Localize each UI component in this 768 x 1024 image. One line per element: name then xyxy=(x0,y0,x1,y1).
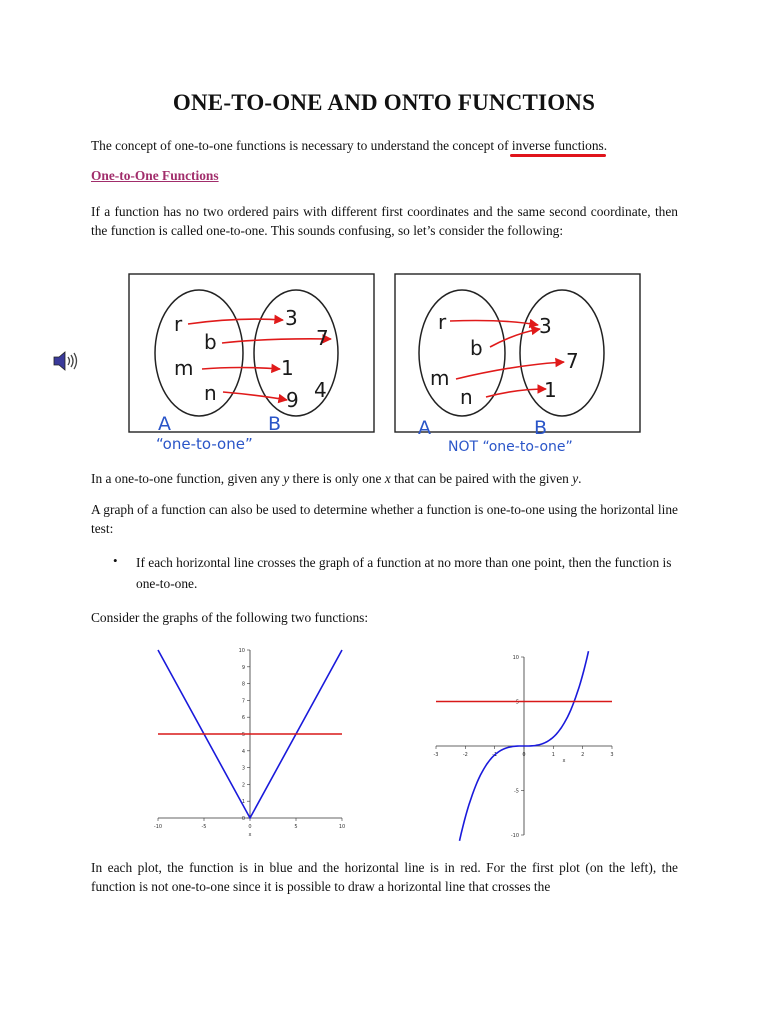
x-tick-label: 3 xyxy=(610,752,614,758)
diagram-caption: “one-to-one” xyxy=(156,435,253,453)
x-axis-label: x xyxy=(562,758,566,764)
set-b-label: B xyxy=(268,413,282,435)
section-heading: One-to-One Functions xyxy=(91,168,219,183)
intro-paragraph: The concept of one-to-one functions is necessary to understand the concept of inverse functions. xyxy=(91,138,608,153)
bullet-text: If each horizontal line crosses the graph of a function at no more than one point, then the function is one-to-one. xyxy=(136,555,672,591)
arrow-m-to-7 xyxy=(456,362,564,379)
y-tick-label: 8 xyxy=(241,681,245,688)
codomain-item: 9 xyxy=(286,388,299,412)
x-tick-label: -1 xyxy=(492,752,498,758)
x-axis-label: x xyxy=(248,832,252,838)
y-tick-label: -5 xyxy=(514,788,519,795)
domain-item: m xyxy=(430,366,450,390)
set-a-label: A xyxy=(158,413,171,435)
codomain-item: 1 xyxy=(544,378,557,402)
diagram-caption: NOT “one-to-one” xyxy=(448,439,573,455)
codomain-item: 3 xyxy=(539,314,552,338)
one-to-one-explanation: In a one-to-one function, given any y there is only one x that can be paired with the given y. xyxy=(91,471,582,486)
y-tick-label: 6 xyxy=(241,715,245,722)
y-tick-label: 7 xyxy=(241,698,245,705)
inverse-functions-link[interactable]: inverse functions xyxy=(511,138,604,153)
arrow-n-to-9 xyxy=(223,392,287,400)
plot-cubic xyxy=(420,645,630,845)
x-tick-label: -10 xyxy=(153,824,163,830)
graphs-intro: Consider the graphs of the following two functions: xyxy=(91,610,369,625)
codomain-item: 1 xyxy=(281,356,294,380)
arrow-r-to-3 xyxy=(188,319,283,324)
plots-explanation: In each plot, the function is in blue and the horizontal line is in red. For the first plot (on the left), the function is not one-to-one since it is possible to draw a horizontal line that crosses the xyxy=(91,860,678,894)
domain-item: r xyxy=(174,312,183,336)
speaker-icon[interactable] xyxy=(52,350,82,372)
domain-item: n xyxy=(460,385,473,409)
y-tick-label: 10 xyxy=(238,648,245,654)
x-tick-label: 1 xyxy=(551,752,555,758)
x-tick-label: 0 xyxy=(522,752,526,758)
mapping-diagram-one-to-one xyxy=(128,273,378,453)
y-tick-label: 3 xyxy=(241,765,245,772)
x-tick-label: 10 xyxy=(338,824,346,830)
set-b-label: B xyxy=(534,417,548,439)
domain-item: m xyxy=(174,356,194,380)
domain-item: b xyxy=(470,336,483,360)
codomain-item: 7 xyxy=(316,326,329,350)
y-tick-label: 2 xyxy=(241,782,245,789)
y-tick-label: 9 xyxy=(241,664,245,671)
x-tick-label: 2 xyxy=(581,752,585,758)
y-tick-label: 5 xyxy=(515,699,519,706)
arrow-b-to-7 xyxy=(222,339,331,343)
x-tick-label: -5 xyxy=(201,824,207,830)
codomain-item: 3 xyxy=(285,306,298,330)
x-tick-label: 5 xyxy=(294,824,298,830)
set-a-label: A xyxy=(418,417,431,439)
codomain-item: 4 xyxy=(314,378,327,402)
x-tick-label: -3 xyxy=(433,752,439,758)
y-tick-label: 1 xyxy=(241,799,245,806)
page-title: ONE-TO-ONE AND ONTO FUNCTIONS xyxy=(172,90,596,115)
y-tick-label: 0 xyxy=(241,816,245,822)
y-tick-label: -10 xyxy=(510,833,519,839)
mapping-diagram-not-one-to-one xyxy=(394,273,654,453)
codomain-item: 7 xyxy=(566,349,579,373)
domain-item: r xyxy=(438,310,447,334)
horizontal-line-test-intro: A graph of a function can also be used to determine whether a function is one-to-one using the horizontal line test: xyxy=(91,502,678,536)
x-tick-label: 0 xyxy=(248,824,252,830)
y-tick-label: 5 xyxy=(241,732,245,738)
bullet-marker: • xyxy=(113,553,118,568)
domain-item: b xyxy=(204,330,217,354)
x-tick-label: -2 xyxy=(462,752,468,758)
domain-item: n xyxy=(204,381,217,405)
plot-absolute-value xyxy=(140,640,360,840)
y-tick-label: 4 xyxy=(241,748,245,755)
definition-paragraph: If a function has no two ordered pairs with different first coordinates and the same second coordinate, then the function is called one-to-one. This sounds confusing, so let’s consider the following: xyxy=(91,204,678,238)
y-tick-label: 10 xyxy=(512,655,519,661)
arrow-b-to-3 xyxy=(490,329,540,347)
